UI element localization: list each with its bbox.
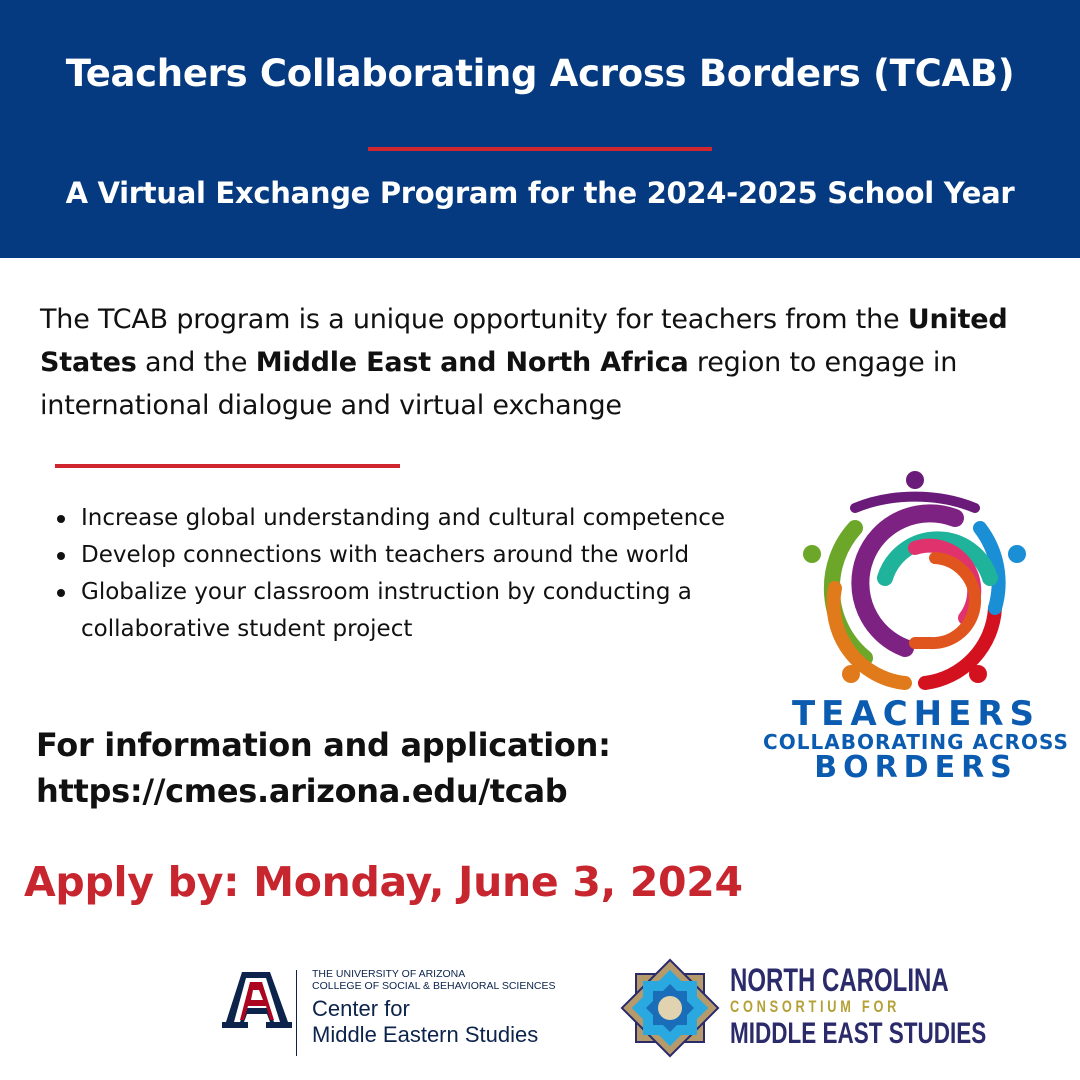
divider	[368, 147, 712, 151]
logo-line: Middle Eastern Studies	[312, 1022, 539, 1047]
info-url-link[interactable]: https://cmes.arizona.edu/tcab	[36, 772, 568, 810]
tcab-people-circle-logo	[795, 468, 1035, 698]
logo-line: COLLEGE OF SOCIAL & BEHAVIORAL SCIENCES	[312, 980, 556, 992]
page-title: Teachers Collaborating Across Borders (TCAB)	[65, 52, 1015, 95]
logo-line: COLLABORATING ACROSS	[763, 730, 1069, 754]
logo-line: CONSORTIUM FOR	[730, 997, 901, 1016]
tcab-logo-text	[752, 696, 1080, 784]
logo-line: TEACHERS	[791, 694, 1041, 734]
intro-text: and the	[136, 347, 256, 378]
list-item: Increase global understanding and cultural competence	[50, 500, 790, 537]
intro-text: region to engage in international dialogue and virtual exchange	[40, 347, 958, 421]
intro-bold-mena: Middle East and North Africa	[255, 347, 689, 378]
info-block	[36, 722, 611, 814]
logo-line: MIDDLE EAST STUDIES	[730, 1017, 987, 1050]
divider	[55, 464, 400, 468]
intro-bold-us: United States	[40, 304, 1008, 378]
logo-line: NORTH CAROLINA	[730, 962, 949, 998]
star-emblem-icon	[618, 958, 722, 1058]
info-label: For information and application:	[36, 726, 611, 764]
page-subtitle: A Virtual Exchange Program for the 2024-2025 School Year	[65, 176, 1015, 210]
list-item: Globalize your classroom instruction by conducting a collaborative student project	[50, 574, 790, 648]
benefits-list	[50, 500, 790, 648]
apply-deadline: Apply by: Monday, June 3, 2024	[24, 858, 743, 906]
list-item: Develop connections with teachers around the world	[50, 537, 790, 574]
logo-line: THE UNIVERSITY OF ARIZONA	[312, 968, 466, 980]
header-banner	[0, 0, 1080, 258]
logo-line: BORDERS	[814, 750, 1018, 785]
nc-consortium-logo	[618, 958, 987, 1058]
arizona-cmes-logo	[222, 968, 602, 1058]
intro-paragraph	[40, 298, 1050, 427]
arizona-a-icon	[222, 970, 292, 1030]
logo-line: Center for	[312, 996, 410, 1021]
intro-text: The TCAB program is a unique opportunity for teachers from the	[40, 304, 908, 335]
